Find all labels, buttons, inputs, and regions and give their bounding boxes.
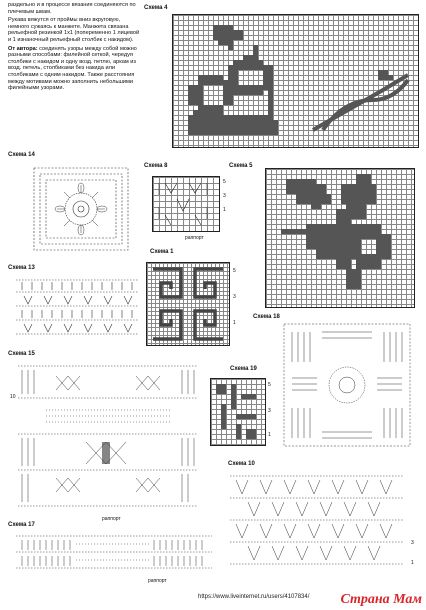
scheme-19-row-3: 3 bbox=[268, 408, 271, 414]
scheme-1-greek-key bbox=[147, 263, 229, 345]
scheme-17-chart bbox=[14, 532, 214, 574]
scheme-13-label: Схема 13 bbox=[8, 265, 35, 271]
scheme-1-chart bbox=[146, 262, 230, 346]
site-logo: Страна Мам bbox=[340, 592, 422, 607]
scheme-19-row-5: 5 bbox=[268, 382, 271, 388]
intro-author-label: От автора: bbox=[8, 45, 38, 52]
scheme-4-motif bbox=[173, 15, 418, 147]
scheme-19-label: Схема 19 bbox=[230, 366, 257, 372]
scheme-1-row-1: 1 bbox=[233, 320, 236, 326]
scheme-8-chart bbox=[152, 176, 220, 232]
scheme-18-label: Схема 18 bbox=[253, 314, 280, 320]
scheme-10-row-3: 3 bbox=[411, 540, 414, 546]
scheme-18-motif bbox=[282, 322, 412, 448]
scheme-14-label: Схема 14 bbox=[8, 152, 35, 158]
scheme-5-chart bbox=[265, 168, 415, 308]
scheme-15-label: Схема 15 bbox=[8, 351, 35, 357]
scheme-5-butterfly bbox=[266, 169, 414, 307]
scheme-10-chart bbox=[228, 472, 406, 576]
scheme-1-row-5: 5 bbox=[233, 268, 236, 274]
scheme-10-row-1: 1 bbox=[411, 560, 414, 566]
intro-paragraph-2: Рукава вяжутся от проймы вниз вкруговую, немного сужаясь к манжете. Манжета связана рельефной резинкой 1х1 (попеременно 1 лицевой и 1 изнаночный рельефный столбик с накидом). bbox=[8, 17, 140, 43]
scheme-8-row-3: 3 bbox=[223, 193, 226, 199]
scheme-1-row-3: 3 bbox=[233, 294, 236, 300]
scheme-17-rapport: раппорт bbox=[148, 578, 167, 584]
scheme-18-chart bbox=[282, 322, 412, 448]
scheme-8-motif bbox=[153, 177, 219, 231]
intro-text bbox=[8, 2, 140, 94]
scheme-10-label: Схема 10 bbox=[228, 461, 255, 467]
scheme-13-chart bbox=[14, 276, 140, 340]
scheme-14-chart bbox=[32, 166, 130, 252]
scheme-15-chart bbox=[16, 360, 200, 512]
scheme-10-motif bbox=[228, 472, 406, 576]
scheme-17-motif bbox=[14, 532, 214, 574]
scheme-13-motif bbox=[14, 276, 140, 340]
intro-paragraph-1: раздельно и в процессе вязания соединяются по плечевым швам. bbox=[8, 2, 136, 15]
scheme-4-chart bbox=[172, 14, 419, 148]
scheme-5-label: Схема 5 bbox=[229, 163, 253, 169]
scheme-19-chart bbox=[210, 378, 266, 446]
scheme-19-row-1: 1 bbox=[268, 432, 271, 438]
scheme-15-rapport: раппорт bbox=[102, 516, 121, 522]
footer-url[interactable]: https://www.liveinternet.ru/users/4107834/ bbox=[198, 594, 310, 600]
scheme-8-row-1: 1 bbox=[223, 207, 226, 213]
scheme-8-rapport: раппорт bbox=[185, 235, 204, 241]
scheme-17-label: Схема 17 bbox=[8, 522, 35, 528]
scheme-15-motif bbox=[16, 360, 200, 512]
scheme-4-label: Схема 4 bbox=[144, 5, 168, 11]
scheme-14-motif bbox=[32, 166, 130, 252]
scheme-15-row-10: 10 bbox=[10, 394, 16, 400]
scheme-1-label: Схема 1 bbox=[150, 249, 174, 255]
scheme-8-row-5: 5 bbox=[223, 179, 226, 185]
scheme-8-label: Схема 8 bbox=[144, 163, 168, 169]
scheme-19-motif bbox=[211, 379, 265, 445]
intro-paragraph-3 bbox=[8, 46, 140, 92]
intro-author-text: соединять узоры между собой можно разными способами: филейной сеткой, чередуя столбики с накидом и одну возд. петлю, аркам из возд. петель, столбиками без накида или столбиками с одним накидом. Также расстояния между мотивами можно заполнить небольшими филейными узорами. bbox=[8, 45, 137, 92]
